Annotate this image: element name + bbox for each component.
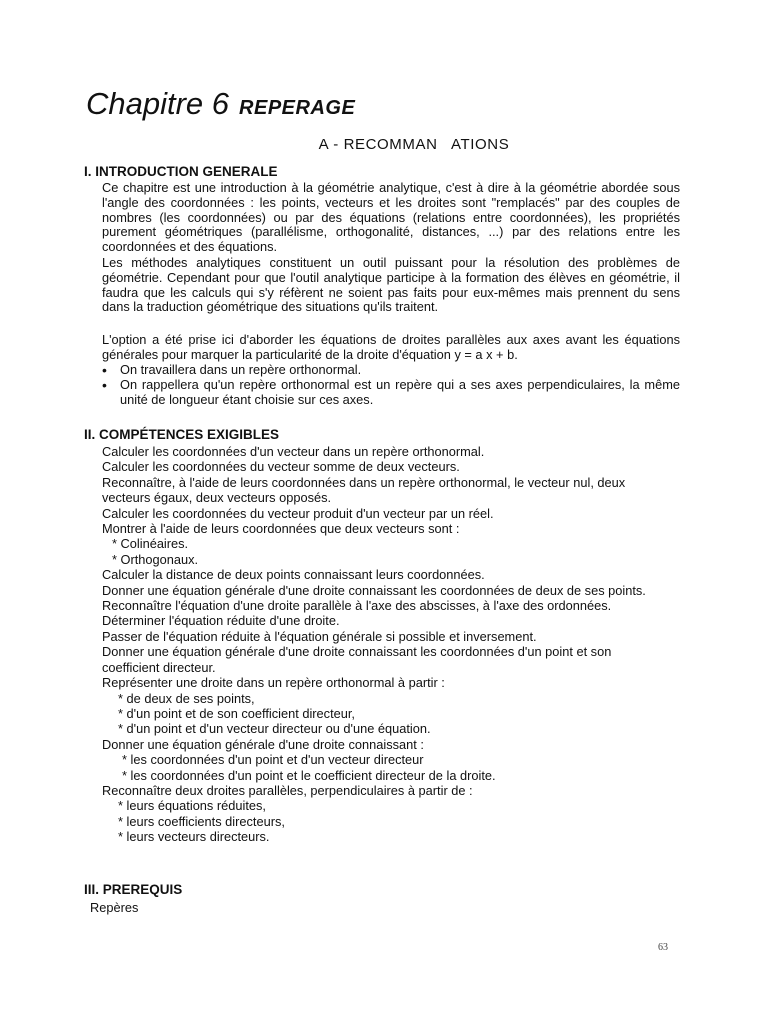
competence-subitem: * d'un point et de son coefficient directeur, bbox=[118, 705, 355, 721]
competence-item: Donner une équation générale d'une droite connaissant les coordonnées d'un point et son coefficient directeur. bbox=[102, 644, 612, 675]
page-number: 63 bbox=[658, 942, 668, 953]
competence-subitem: * de deux de ses points, bbox=[118, 690, 255, 706]
competence-item: Calculer la distance de deux points connaissant leurs coordonnées. bbox=[102, 567, 485, 583]
competence-subitem: * leurs coefficients directeurs, bbox=[118, 813, 285, 829]
chapter-heading bbox=[86, 86, 355, 122]
competence-item: Donner une équation générale d'une droite connaissant les coordonnées de deux de ses points. bbox=[102, 582, 646, 598]
competence-item: Calculer les coordonnées du vecteur somme de deux vecteurs. bbox=[102, 459, 460, 475]
competence-item: Reconnaître, à l'aide de leurs coordonnées dans un repère orthonormal, le vecteur nul, deux vecteurs égaux, deux vecteurs opposés. bbox=[102, 474, 626, 506]
competence-item: Reconnaître l'équation d'une droite parallèle à l'axe des abscisses, à l'axe des ordonnées. bbox=[102, 598, 612, 614]
competence-item: Donner une équation générale d'une droite connaissant : bbox=[102, 736, 424, 752]
competence-item: Passer de l'équation réduite à l'équation générale si possible et inversement. bbox=[102, 628, 537, 644]
competence-item: Calculer les coordonnées du vecteur produit d'un vecteur par un réel. bbox=[102, 505, 494, 521]
intro-bullet-list bbox=[102, 363, 680, 407]
section-heading-competences: II. COMPÉTENCES EXIGIBLES bbox=[84, 427, 280, 442]
subtitle-text: A - RECOMMAN ATIONS bbox=[318, 136, 510, 153]
intro-paragraph-3: L'option a été prise ici d'aborder les équations de droites parallèles aux axes avant les équations générales pour marquer la particularité de la droite d'équation y = a x + b. bbox=[102, 332, 680, 362]
competence-item: Calculer les coordonnées d'un vecteur dans un repère orthonormal. bbox=[102, 444, 485, 459]
competence-subitem: * leurs équations réduites, bbox=[118, 798, 266, 814]
intro-bullet: • On rappellera qu'un repère orthonormal est un repère qui a ses axes perpendiculaires, la même unité de longueur étant choisie sur ces axes. bbox=[102, 378, 680, 408]
competences-list bbox=[102, 444, 672, 845]
competence-subitem: * Orthogonaux. bbox=[112, 551, 199, 567]
intro-bullet: • On travaillera dans un repère orthonormal. bbox=[102, 363, 680, 378]
competence-subitem: * les coordonnées d'un point et d'un vecteur directeur bbox=[122, 752, 424, 768]
section-heading-introduction: I. INTRODUCTION GENERALE bbox=[84, 164, 278, 179]
competence-item: Représenter une droite dans un repère orthonormal à partir : bbox=[102, 675, 445, 691]
competence-item: Déterminer l'équation réduite d'une droite. bbox=[102, 613, 340, 629]
section-heading-prerequis: III. PREREQUIS bbox=[84, 882, 183, 897]
competence-subitem: * les coordonnées d'un point et le coefficient directeur de la droite. bbox=[122, 767, 496, 783]
competence-item: Reconnaître deux droites parallèles, perpendiculaires à partir de : bbox=[102, 782, 473, 798]
competence-subitem: * d'un point et d'un vecteur directeur ou d'une équation. bbox=[118, 721, 431, 737]
chapter-label: Chapitre 6 bbox=[86, 86, 230, 121]
intro-paragraph-2: Les méthodes analytiques constituent un outil puissant pour la résolution des problèmes de géométrie. Cependant pour que l'outil analytique participe à la formation des élèves en géométrie, il faudra que les calculs qui s'y réfèrent ne soient pas faits pour eux-mêmes mais prennent du sens dans la traduction géométrique des situations qu'ils traitent. bbox=[102, 255, 680, 315]
competence-subitem: * leurs vecteurs directeurs. bbox=[118, 829, 270, 845]
chapter-title: REPERAGE bbox=[239, 97, 356, 119]
section-subtitle bbox=[0, 136, 768, 153]
intro-paragraph-1: Ce chapitre est une introduction à la géométrie analytique, c'est à dire à la géométrie abordée sous l'angle des coordonnées : les points, vecteurs et les droites sont "remplacés" par des couples de nombres (les coordonnées) ou par des équations (relations entre coordonnées), les propriétés purement géométriques (parallélisme, orthogonalité, distances, ...) par des relations entre les coordonnées et des équations. bbox=[102, 180, 680, 255]
competence-subitem: * Colinéaires. bbox=[112, 536, 189, 552]
prerequis-text: Repères bbox=[90, 900, 139, 915]
competence-item: Montrer à l'aide de leurs coordonnées que deux vecteurs sont : bbox=[102, 521, 460, 537]
